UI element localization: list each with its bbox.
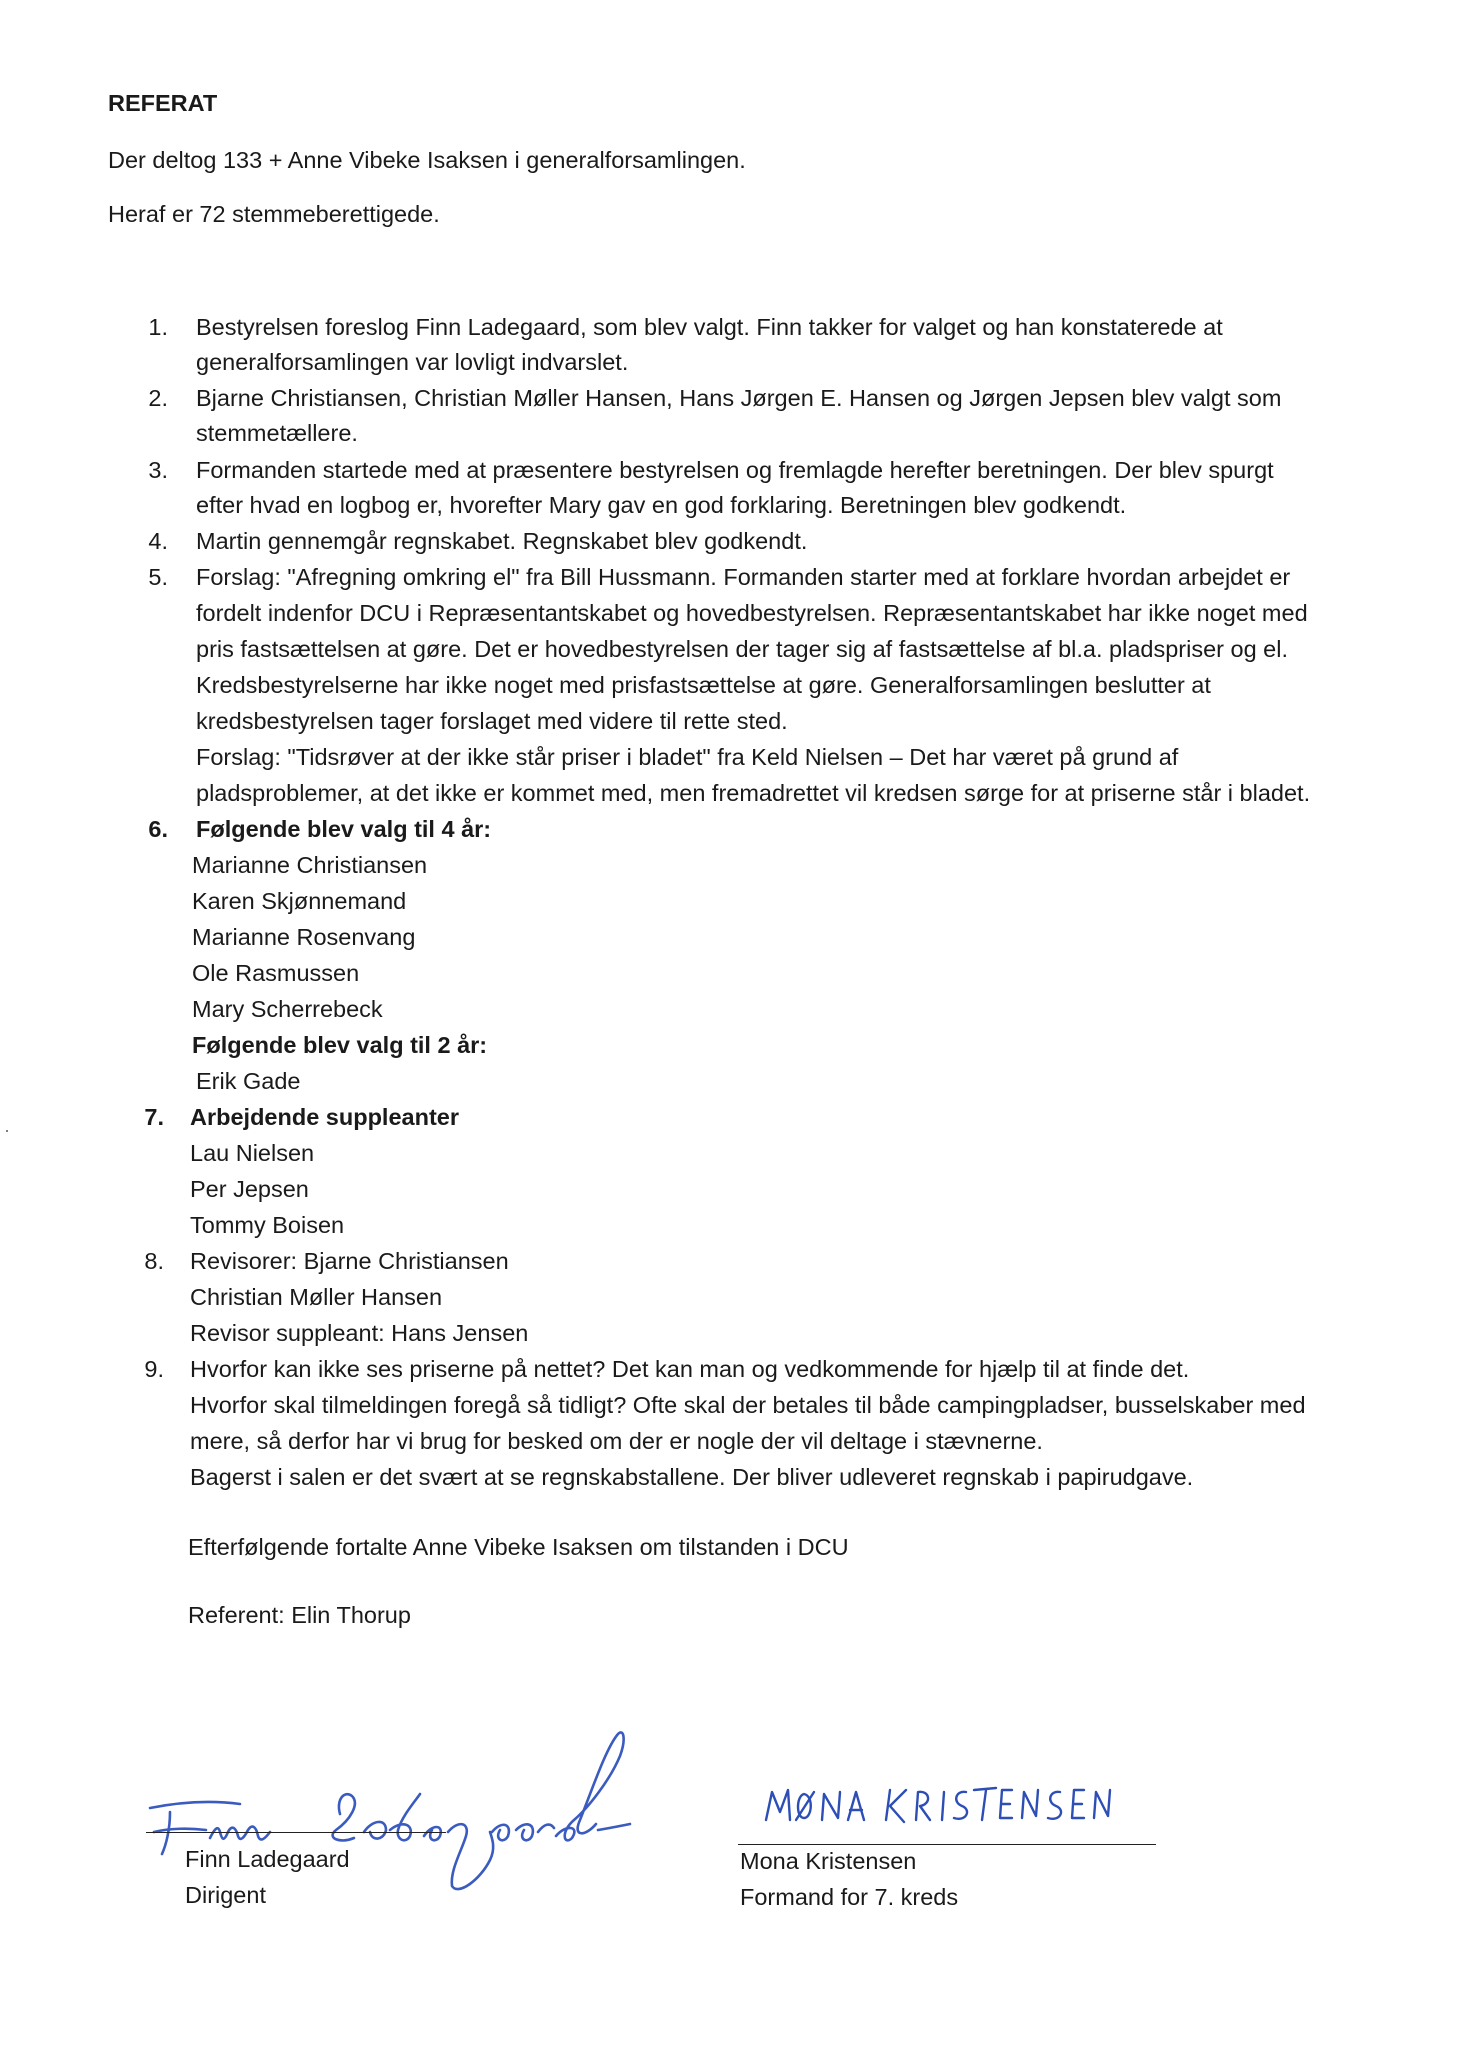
item-9-line: Bagerst i salen er det svært at se regnskabstallene. Der bliver udleveret regnskab i papirudgave. [190, 1464, 1194, 1490]
substitute-name: Lau Nielsen [190, 1140, 315, 1166]
item-5-line: Forslag: "Tidsrøver at der ikke står priser i bladet" fra Keld Nielsen – Det har været på grund af [196, 744, 1179, 770]
signature-line-left [146, 1832, 446, 1833]
substitute-name: Per Jepsen [190, 1176, 309, 1202]
item-6-heading: Følgende blev valg til 4 år: [196, 816, 492, 842]
elected-name: Ole Rasmussen [192, 960, 360, 986]
document-title: REFERAT [108, 90, 218, 116]
signer-name-left: Finn Ladegaard [185, 1846, 350, 1872]
substitute-name: Tommy Boisen [190, 1212, 345, 1238]
item-number: 4. [148, 528, 168, 554]
item-2-line: stemmetællere. [196, 420, 358, 446]
item-number: 3. [148, 457, 168, 483]
item-1-line: generalforsamlingen var lovligt indvarslet. [196, 349, 629, 375]
item-8-line: Christian Møller Hansen [190, 1284, 443, 1310]
item-number: 9. [144, 1356, 164, 1382]
item-5-line: Kredsbestyrelserne har ikke noget med prisfastsættelse at gøre. Generalforsamlingen beslutter at [196, 672, 1211, 698]
signer-name-right: Mona Kristensen [740, 1848, 917, 1874]
item-2-line: Bjarne Christiansen, Christian Møller Hansen, Hans Jørgen E. Hansen og Jørgen Jepsen blev valgt som [196, 385, 1282, 411]
signer-role-left: Dirigent [185, 1882, 266, 1908]
closing-text: Efterfølgende fortalte Anne Vibeke Isaksen om tilstanden i DCU [188, 1534, 849, 1560]
signer-role-right: Formand for 7. kreds [740, 1884, 959, 1910]
elected-name: Erik Gade [196, 1068, 301, 1094]
item-number: 2. [148, 385, 168, 411]
item-7-heading: Arbejdende suppleanter [190, 1104, 459, 1130]
item-5-line: Forslag: "Afregning omkring el" fra Bill Hussmann. Formanden starter med at forklare hvordan arbejdet er [196, 564, 1291, 590]
item-9-line: Hvorfor skal tilmeldingen foregå så tidligt? Ofte skal der betales til både campingpladser, busselskaber med [190, 1392, 1306, 1418]
item-6-subheading: Følgende blev valg til 2 år: [192, 1032, 488, 1058]
item-3-line: Formanden startede med at præsentere bestyrelsen og fremlagde herefter beretningen. Der blev spurgt [196, 457, 1274, 483]
handwritten-signature-mona-kristensen [760, 1776, 1160, 1836]
intro-line-attendance: Der deltog 133 + Anne Vibeke Isaksen i generalforsamlingen. [108, 147, 746, 173]
elected-name: Marianne Rosenvang [192, 924, 416, 950]
item-8-line: Revisorer: Bjarne Christiansen [190, 1248, 509, 1274]
intro-line-voters: Heraf er 72 stemmeberettigede. [108, 201, 440, 227]
item-number: 1. [148, 314, 168, 340]
item-5-line: fordelt indenfor DCU i Repræsentantskabet og hovedbestyrelsen. Repræsentantskabet har ikke noget med [196, 600, 1308, 626]
elected-name: Karen Skjønnemand [192, 888, 407, 914]
elected-name: Marianne Christiansen [192, 852, 428, 878]
elected-name: Mary Scherrebeck [192, 996, 383, 1022]
item-number: 6. [148, 816, 168, 842]
item-8-line: Revisor suppleant: Hans Jensen [190, 1320, 529, 1346]
item-5-line: pris fastsættelsen at gøre. Det er hovedbestyrelsen der tager sig af fastsættelse af bl.a. pladspriser og el. [196, 636, 1288, 662]
item-9-line: Hvorfor kan ikke ses priserne på nettet? Det kan man og vedkommende for hjælp til at finde det. [190, 1356, 1190, 1382]
item-1-line: Bestyrelsen foreslog Finn Ladegaard, som blev valgt. Finn takker for valget og han konstaterede at [196, 314, 1223, 340]
referent-line: Referent: Elin Thorup [188, 1602, 411, 1628]
item-5-line: pladsproblemer, at det ikke er kommet med, men fremadrettet vil kredsen sørge for at priserne står i bladet. [196, 780, 1311, 806]
item-9-line: mere, så derfor har vi brug for besked om der er nogle der vil deltage i stævnerne. [190, 1428, 1043, 1454]
item-number: 5. [148, 564, 168, 590]
item-5-line: kredsbestyrelsen tager forslaget med videre til rette sted. [196, 708, 788, 734]
item-3-line: efter hvad en logbog er, hvorefter Mary gav en god forklaring. Beretningen blev godkendt. [196, 492, 1127, 518]
item-number: 8. [144, 1248, 164, 1274]
signature-line-right [738, 1844, 1156, 1845]
scan-mark [6, 1130, 8, 1132]
item-number: 7. [144, 1104, 164, 1130]
item-4-line: Martin gennemgår regnskabet. Regnskabet blev godkendt. [196, 528, 808, 554]
